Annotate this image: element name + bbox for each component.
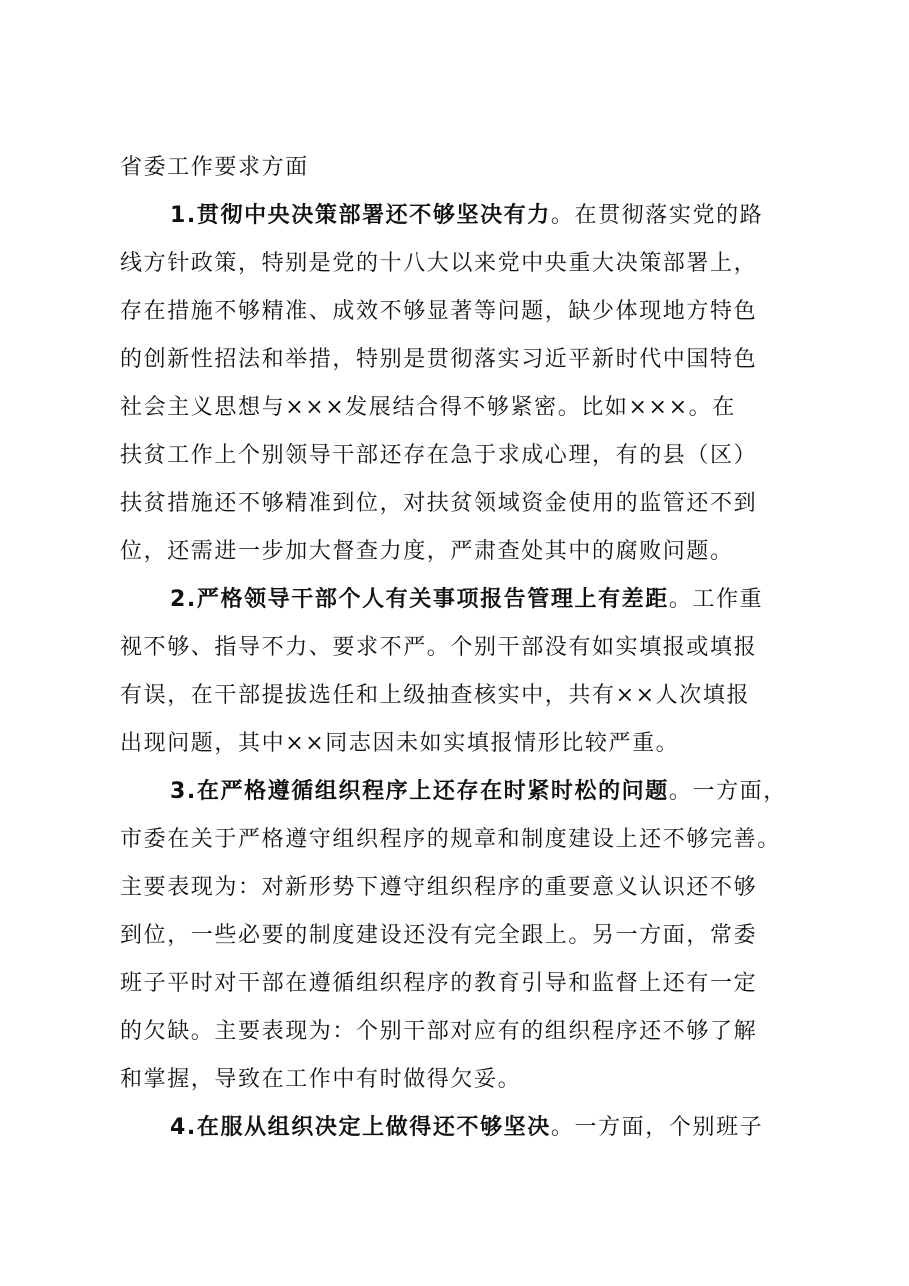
- paragraph-4-lead: 。一方面，个别班子: [550, 1115, 764, 1140]
- paragraph-1-lead: 。在贯彻落实党的路: [550, 203, 764, 228]
- paragraph-1-line: 位，还需进一步加大督查力度，严肃查处其中的腐败问题。: [120, 539, 734, 564]
- paragraph-2-line: 出现问题，其中××同志因未如实填报情形比较严重。: [120, 731, 680, 756]
- paragraph-1-line: 的创新性招法和举措，特别是贯彻落实习近平新时代中国特色: [120, 347, 758, 372]
- paragraph-3-lead: 。一方面，: [668, 779, 787, 804]
- paragraph-3-line: 和掌握，导致在工作中有时做得欠妥。: [120, 1067, 522, 1092]
- section-title: 省委工作要求方面: [120, 155, 309, 180]
- paragraph-2-first-line: [170, 584, 850, 616]
- paragraph-1-first-line: [170, 200, 850, 232]
- paragraph-1-line: 存在措施不够精准、成效不够显著等问题，缺少体现地方特色: [120, 299, 758, 324]
- paragraph-3-line: 主要表现为：对新形势下遵守组织程序的重要意义认识还不够: [120, 875, 758, 900]
- paragraph-3-heading: 3.在严格遵循组织程序上还存在时紧时松的问题: [170, 779, 669, 804]
- paragraph-1-line: 线方针政策，特别是党的十八大以来党中央重大决策部署上，: [120, 251, 758, 276]
- paragraph-2-lead: 。工作重: [668, 587, 764, 612]
- paragraph-3-first-line: [170, 776, 850, 808]
- paragraph-4-first-line: [170, 1112, 850, 1144]
- paragraph-1-line: 扶贫工作上个别领导干部还存在急于求成心理，有的县（区）: [120, 443, 758, 468]
- paragraph-3-line: 市委在关于严格遵守组织程序的规章和制度建设上还不够完善。: [120, 827, 781, 852]
- paragraph-4-heading: 4.在服从组织决定上做得还不够坚决: [170, 1115, 551, 1140]
- paragraph-2-line: 有误，在干部提拔选任和上级抽查核实中，共有××人次填报: [120, 683, 751, 708]
- paragraph-2-heading: 2.严格领导干部个人有关事项报告管理上有差距: [170, 587, 669, 612]
- paragraph-3-line: 的欠缺。主要表现为：个别干部对应有的组织程序还不够了解: [120, 1019, 758, 1044]
- paragraph-1-heading: 1.贯彻中央决策部署还不够坚决有力: [170, 203, 551, 228]
- paragraph-1-line: 扶贫措施还不够精准到位，对扶贫领域资金使用的监管还不到: [120, 491, 758, 516]
- paragraph-1-line: 社会主义思想与×××发展结合得不够紧密。比如×××。在: [120, 395, 736, 420]
- paragraph-3-line: 到位，一些必要的制度建设还没有完全跟上。另一方面，常委: [120, 923, 758, 948]
- paragraph-2-line: 视不够、指导不力、要求不严。个别干部没有如实填报或填报: [120, 635, 758, 660]
- paragraph-3-line: 班子平时对干部在遵循组织程序的教育引导和监督上还有一定: [120, 971, 758, 996]
